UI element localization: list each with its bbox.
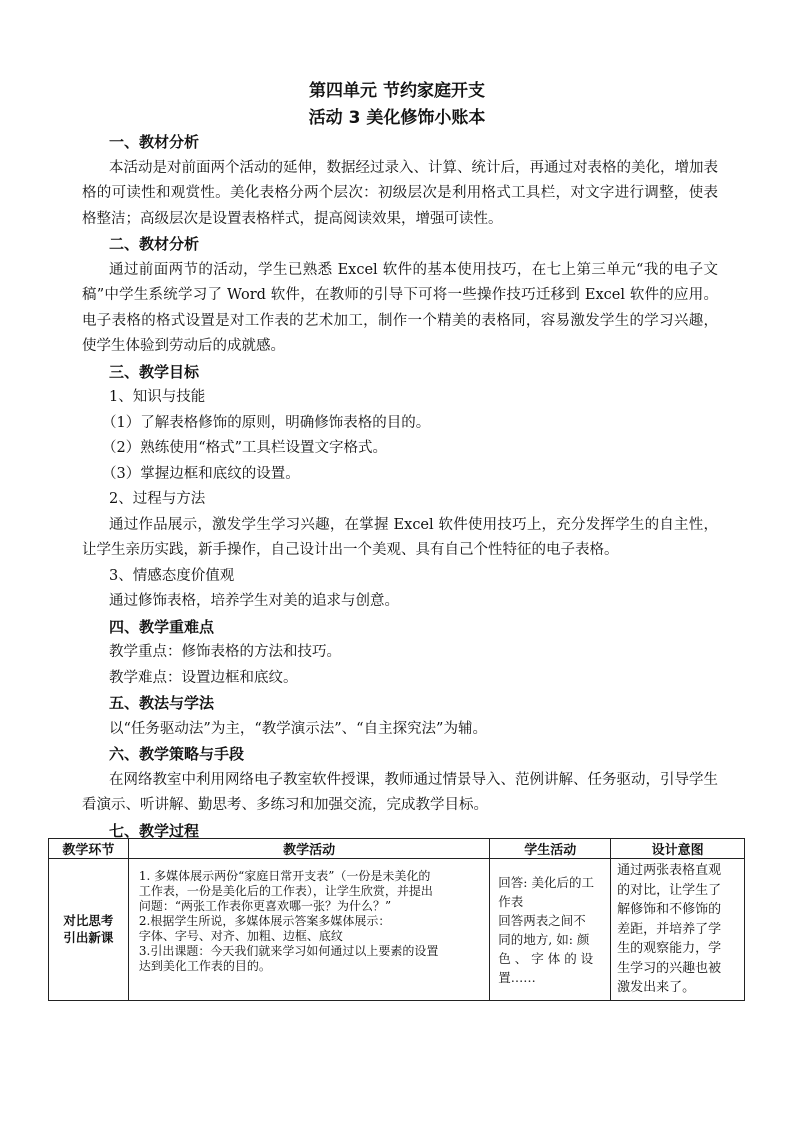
column-header: 设计意图 <box>611 839 745 859</box>
section-heading: 二、教材分析 <box>109 235 200 253</box>
paragraph: 通过修饰表格，培养学生对美的追求与创意。 <box>109 593 399 609</box>
cell-line: 回答两表之间不 <box>498 913 586 928</box>
section-heading: 六、教学策略与手段 <box>109 745 245 763</box>
list-item: （1）了解表格修饰的原则，明确修饰表格的目的。 <box>102 414 431 431</box>
cell-line: 的对比，让学生了 <box>617 882 722 898</box>
stage-cell <box>49 859 129 1001</box>
cell-line: 1. 多媒体展示两份“家庭日常开支表”（一份是未美化的 <box>138 869 431 883</box>
teaching-process-table <box>48 838 745 1001</box>
cell-line: 回答: 美化后的工 <box>498 875 594 890</box>
cell-line: 色 、 字 体 的 设 <box>498 951 594 966</box>
subheading: 3、情感态度价值观 <box>109 567 235 584</box>
cell-line: 生学习的兴趣也被 <box>617 960 722 976</box>
list-item: （2）熟练使用“格式”工具栏设置文字格式。 <box>102 440 388 456</box>
subheading: 1、知识与技能 <box>109 389 206 405</box>
list-item: （3）掌握边框和底纹的设置。 <box>102 465 300 482</box>
cell-line: 达到美化工作表的目的。 <box>138 959 271 973</box>
document-body <box>82 130 718 844</box>
student-cell <box>490 859 611 1001</box>
column-header: 教学活动 <box>128 839 489 859</box>
cell-line: 引出新课 <box>63 930 114 946</box>
design-cell <box>611 859 745 1001</box>
activity-title: 活动 3 美化修饰小账本 <box>308 108 486 128</box>
cell-line: 同的地方, 如: 颜 <box>498 932 590 947</box>
cell-line: 解修饰和不修饰的 <box>617 902 722 917</box>
column-header: 教学环节 <box>49 839 129 859</box>
subheading: 2、过程与方法 <box>109 491 206 507</box>
column-header: 学生活动 <box>490 839 611 859</box>
cell-line: 2.根据学生所说，多媒体展示答案多媒体展示： <box>138 914 391 928</box>
section-heading: 一、教材分析 <box>109 133 200 151</box>
cell-line: 差距，并培养了学 <box>617 921 722 937</box>
cell-line: 生的观察能力，学 <box>617 941 722 956</box>
section-heading: 三、教学目标 <box>109 362 200 381</box>
activity-cell <box>128 859 489 1001</box>
paragraph: 教学重点：修饰表格的方法和技巧。 <box>109 644 341 660</box>
cell-line: 对比思考 <box>63 913 114 929</box>
table-header-row <box>49 839 745 859</box>
paragraph: 教学难点：设置边框和底纹。 <box>109 669 298 686</box>
table-row <box>49 859 745 1001</box>
cell-line: 问题：“两张工作表你更喜欢哪一张？为什么？” <box>138 899 392 913</box>
cell-line: 置…… <box>498 970 536 985</box>
paragraph: 通过前面两节的活动，学生已熟悉 Excel 软件的基本使用技巧，在七上第三单元“我的电子文稿”中学生系统学习了 Word 软件，在教师的引导下可将一些操作技巧迁移到 Excel 软件的应用。电子表格的格式设置是对工作表的艺术加工，制作一个精美的表格同，容易激发学生的学习兴趣，使学生体验到劳动后的成就感。 <box>82 261 718 354</box>
section-heading: 四、教学重难点 <box>109 617 215 636</box>
cell-line: 字体、字号、对齐、加粗、边框、底纹 <box>138 929 343 943</box>
cell-line: 3.引出课题：今天我们就来学习如何通过以上要素的设置 <box>138 944 439 958</box>
cell-line: 作表 <box>498 894 524 909</box>
cell-line: 工作表，一份是美化后的工作表），让学生欣赏，并提出 <box>138 884 433 898</box>
paragraph: 本活动是对前面两个活动的延伸，数据经过录入、计算、统计后，再通过对表格的美化，增加表格的可读性和观赏性。美化表格分两个层次：初级层次是利用格式工具栏，对文字进行调整，使表格整洁；高级层次是设置表格样式，提高阅读效果，增强可读性。 <box>82 159 718 227</box>
paragraph: 在网络教室中利用网络电子教室软件授课，教师通过情景导入、范例讲解、任务驱动，引导学生看演示、听讲解、勤思考、多练习和加强交流，完成教学目标。 <box>82 771 718 813</box>
paragraph: 通过作品展示，激发学生学习兴趣，在掌握 Excel 软件使用技巧上，充分发挥学生的自主性，让学生亲历实践，新手操作，自己设计出一个美观、具有自己个性特征的电子表格。 <box>82 516 718 558</box>
section-heading: 七、教学过程 <box>109 821 200 840</box>
unit-title: 第四单元 节约家庭开支 <box>309 81 485 101</box>
paragraph: 以“任务驱动法”为主，“教学演示法”、“自主探究法”为辅。 <box>109 720 487 737</box>
cell-line: 通过两张表格直观 <box>617 863 722 878</box>
section-heading: 五、教法与学法 <box>109 694 215 712</box>
cell-line: 激发出来了。 <box>617 980 696 995</box>
